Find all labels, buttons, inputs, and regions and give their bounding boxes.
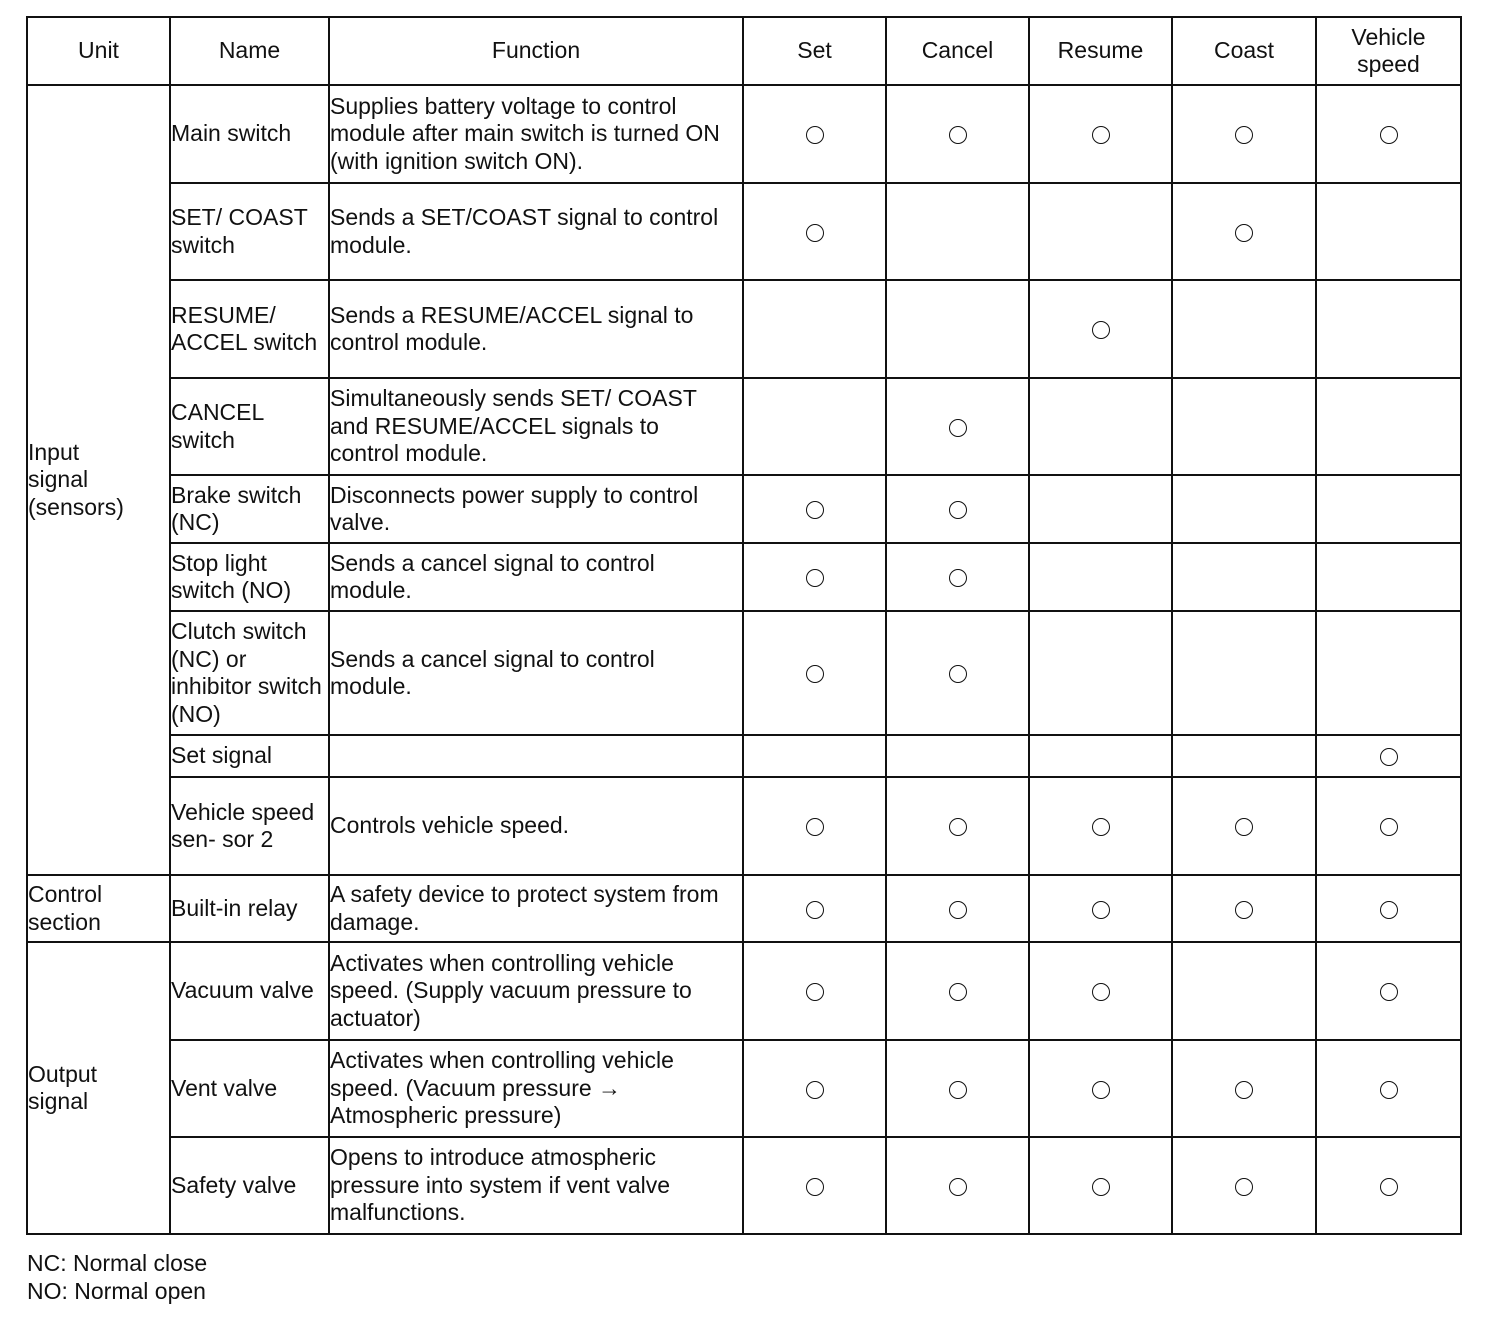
- function-cell: Opens to introduce atmospheric pressure into system if vent valve malfunctions.: [329, 1137, 743, 1234]
- mark-cell: [743, 475, 886, 543]
- mark-cell: [1172, 280, 1316, 378]
- mark-cell: [1316, 1040, 1461, 1137]
- applicable-circle-icon: [1380, 983, 1398, 1001]
- header-unit: Unit: [27, 17, 170, 85]
- mark-cell: [1316, 378, 1461, 475]
- name-cell: Clutch switch (NC) or inhibitor switch (NO): [170, 611, 329, 735]
- name-cell: CANCEL switch: [170, 378, 329, 475]
- mark-cell: [1316, 1137, 1461, 1234]
- applicable-circle-icon: [949, 1178, 967, 1196]
- unit-cell: Control section: [27, 875, 170, 942]
- applicable-circle-icon: [1092, 901, 1110, 919]
- mark-cell: [1029, 1137, 1172, 1234]
- mark-cell: [743, 1040, 886, 1137]
- mark-cell: [1029, 611, 1172, 735]
- table-row: [27, 183, 1461, 280]
- table-row: [27, 1137, 1461, 1234]
- applicable-circle-icon: [806, 983, 824, 1001]
- cruise-control-table: [26, 16, 1462, 1235]
- function-cell: Activates when controlling vehicle speed. (Vacuum pressure → Atmospheric pressure): [329, 1040, 743, 1137]
- function-cell: Controls vehicle speed.: [329, 777, 743, 875]
- mark-cell: [1316, 735, 1461, 777]
- name-cell: Safety valve: [170, 1137, 329, 1234]
- applicable-circle-icon: [806, 901, 824, 919]
- applicable-circle-icon: [1235, 1178, 1253, 1196]
- mark-cell: [1316, 777, 1461, 875]
- applicable-circle-icon: [1380, 126, 1398, 144]
- table-row: [27, 543, 1461, 611]
- footnotes: [27, 1250, 207, 1305]
- mark-cell: [886, 1040, 1029, 1137]
- applicable-circle-icon: [1092, 983, 1110, 1001]
- header-resume: Resume: [1029, 17, 1172, 85]
- applicable-circle-icon: [806, 1178, 824, 1196]
- function-cell: Activates when controlling vehicle speed. (Supply vacuum pressure to actuator): [329, 942, 743, 1040]
- mark-cell: [1029, 543, 1172, 611]
- applicable-circle-icon: [1380, 748, 1398, 766]
- applicable-circle-icon: [1092, 126, 1110, 144]
- mark-cell: [1316, 611, 1461, 735]
- header-vehicle-speed: Vehicle speed: [1316, 17, 1461, 85]
- applicable-circle-icon: [806, 501, 824, 519]
- applicable-circle-icon: [1380, 818, 1398, 836]
- mark-cell: [743, 1137, 886, 1234]
- function-cell: Disconnects power supply to control valve.: [329, 475, 743, 543]
- function-cell: Sends a SET/COAST signal to control module.: [329, 183, 743, 280]
- mark-cell: [1029, 475, 1172, 543]
- applicable-circle-icon: [1235, 224, 1253, 242]
- applicable-circle-icon: [1380, 1178, 1398, 1196]
- header-set: Set: [743, 17, 886, 85]
- applicable-circle-icon: [806, 224, 824, 242]
- applicable-circle-icon: [1092, 321, 1110, 339]
- mark-cell: [743, 378, 886, 475]
- mark-cell: [1029, 280, 1172, 378]
- mark-cell: [886, 85, 1029, 183]
- mark-cell: [1172, 735, 1316, 777]
- mark-cell: [1316, 475, 1461, 543]
- applicable-circle-icon: [1092, 818, 1110, 836]
- mark-cell: [886, 735, 1029, 777]
- applicable-circle-icon: [1235, 818, 1253, 836]
- mark-cell: [1029, 85, 1172, 183]
- applicable-circle-icon: [949, 818, 967, 836]
- function-cell: [329, 735, 743, 777]
- name-cell: Set signal: [170, 735, 329, 777]
- name-cell: Vacuum valve: [170, 942, 329, 1040]
- mark-cell: [743, 611, 886, 735]
- mark-cell: [886, 183, 1029, 280]
- mark-cell: [1172, 378, 1316, 475]
- applicable-circle-icon: [806, 1081, 824, 1099]
- mark-cell: [1172, 543, 1316, 611]
- header-name: Name: [170, 17, 329, 85]
- mark-cell: [886, 777, 1029, 875]
- table-row: [27, 735, 1461, 777]
- mark-cell: [743, 543, 886, 611]
- applicable-circle-icon: [806, 665, 824, 683]
- mark-cell: [886, 875, 1029, 942]
- applicable-circle-icon: [1380, 1081, 1398, 1099]
- table-row: [27, 475, 1461, 543]
- applicable-circle-icon: [949, 901, 967, 919]
- function-cell: Sends a RESUME/ACCEL signal to control module.: [329, 280, 743, 378]
- applicable-circle-icon: [1380, 901, 1398, 919]
- mark-cell: [743, 183, 886, 280]
- mark-cell: [1316, 183, 1461, 280]
- applicable-circle-icon: [949, 569, 967, 587]
- table-row: [27, 85, 1461, 183]
- mark-cell: [886, 475, 1029, 543]
- unit-cell: Output signal: [27, 942, 170, 1234]
- name-cell: Stop light switch (NO): [170, 543, 329, 611]
- applicable-circle-icon: [806, 569, 824, 587]
- mark-cell: [1172, 1137, 1316, 1234]
- table-row: [27, 875, 1461, 942]
- table-row: [27, 942, 1461, 1040]
- table-row: [27, 280, 1461, 378]
- mark-cell: [743, 735, 886, 777]
- mark-cell: [886, 378, 1029, 475]
- applicable-circle-icon: [1092, 1178, 1110, 1196]
- function-cell: Sends a cancel signal to control module.: [329, 543, 743, 611]
- name-cell: SET/ COAST switch: [170, 183, 329, 280]
- table-row: [27, 378, 1461, 475]
- applicable-circle-icon: [806, 126, 824, 144]
- table-row: [27, 611, 1461, 735]
- header-cancel: Cancel: [886, 17, 1029, 85]
- mark-cell: [743, 85, 886, 183]
- applicable-circle-icon: [949, 126, 967, 144]
- applicable-circle-icon: [949, 419, 967, 437]
- table-row: [27, 1040, 1461, 1137]
- mark-cell: [1029, 777, 1172, 875]
- mark-cell: [1172, 1040, 1316, 1137]
- mark-cell: [743, 875, 886, 942]
- mark-cell: [1172, 475, 1316, 543]
- mark-cell: [1316, 875, 1461, 942]
- applicable-circle-icon: [949, 1081, 967, 1099]
- applicable-circle-icon: [1235, 1081, 1253, 1099]
- applicable-circle-icon: [1092, 1081, 1110, 1099]
- mark-cell: [1029, 183, 1172, 280]
- mark-cell: [1172, 183, 1316, 280]
- function-cell: Supplies battery voltage to control module after main switch is turned ON (with ignition switch ON).: [329, 85, 743, 183]
- mark-cell: [1316, 280, 1461, 378]
- name-cell: Vent valve: [170, 1040, 329, 1137]
- function-cell: Simultaneously sends SET/ COAST and RESUME/ACCEL signals to control module.: [329, 378, 743, 475]
- mark-cell: [886, 280, 1029, 378]
- mark-cell: [1029, 942, 1172, 1040]
- mark-cell: [1029, 378, 1172, 475]
- unit-cell: Input signal (sensors): [27, 85, 170, 875]
- mark-cell: [1316, 85, 1461, 183]
- mark-cell: [1172, 942, 1316, 1040]
- mark-cell: [1029, 735, 1172, 777]
- function-cell: Sends a cancel signal to control module.: [329, 611, 743, 735]
- mark-cell: [886, 543, 1029, 611]
- mark-cell: [1172, 611, 1316, 735]
- mark-cell: [1172, 85, 1316, 183]
- table-row: [27, 777, 1461, 875]
- applicable-circle-icon: [949, 665, 967, 683]
- applicable-circle-icon: [1235, 901, 1253, 919]
- mark-cell: [743, 777, 886, 875]
- applicable-circle-icon: [806, 818, 824, 836]
- header-row: [27, 17, 1461, 85]
- header-function: Function: [329, 17, 743, 85]
- note-no: NO: Normal open: [27, 1277, 206, 1304]
- applicable-circle-icon: [949, 983, 967, 1001]
- mark-cell: [1029, 875, 1172, 942]
- mark-cell: [1172, 875, 1316, 942]
- mark-cell: [886, 611, 1029, 735]
- mark-cell: [1316, 942, 1461, 1040]
- mark-cell: [1316, 543, 1461, 611]
- header-coast: Coast: [1172, 17, 1316, 85]
- name-cell: Brake switch (NC): [170, 475, 329, 543]
- note-nc: NC: Normal close: [27, 1250, 208, 1276]
- name-cell: RESUME/ ACCEL switch: [170, 280, 329, 378]
- applicable-circle-icon: [949, 501, 967, 519]
- mark-cell: [1029, 1040, 1172, 1137]
- mark-cell: [1172, 777, 1316, 875]
- name-cell: Built-in relay: [170, 875, 329, 942]
- mark-cell: [886, 942, 1029, 1040]
- mark-cell: [743, 942, 886, 1040]
- function-cell: A safety device to protect system from damage.: [329, 875, 743, 942]
- name-cell: Main switch: [170, 85, 329, 183]
- name-cell: Vehicle speed sen- sor 2: [170, 777, 329, 875]
- applicable-circle-icon: [1235, 126, 1253, 144]
- mark-cell: [886, 1137, 1029, 1234]
- mark-cell: [743, 280, 886, 378]
